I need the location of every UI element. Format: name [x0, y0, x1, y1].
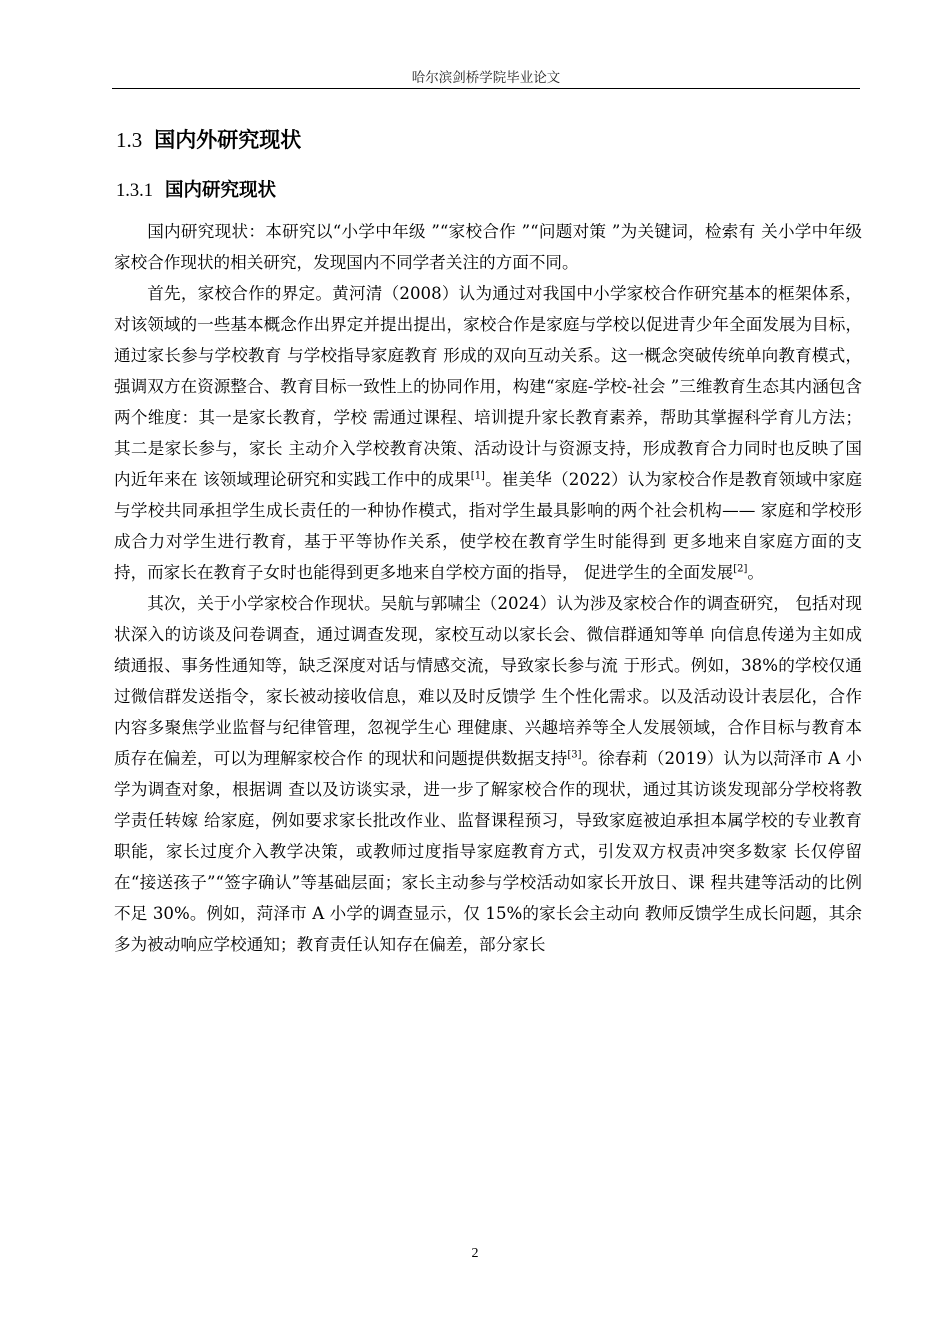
section-heading: [116, 124, 301, 154]
page-number: 2: [471, 1246, 479, 1261]
paragraph-text: 其次，关于小学家校合作现状。吴航与郭啸尘（2024）认为涉及家校合作的调查研究， 包括对现状深入的访谈及问卷调查，通过调查发现，家校互动以家长会、微信群通知等单 向信息传递为主如成绩通报、事务性通知等，缺乏深度对话与情感交流，导致家长参与流 于形式。例如，38%的学校仅通过微信群发送指令，家长被动接收信息，难以及时反馈学 生个性化需求。以及活动设计表层化，合作内容多聚焦学业监督与纪律管理，忽视学生心 理健康、兴趣培养等全人发展领域，合作目标与教育本质存在偏差，可以为理解家校合作 的现状和问题提供数据支持: [114, 594, 862, 768]
citation-ref: [2]: [733, 563, 748, 575]
paragraph-intro: [114, 216, 862, 278]
paragraph-text: 。徐春莉（2019）认为以菏泽市 A 小学为调查对象，根据调 查以及访谈实录，进一步了解家校合作的现状，通过其访谈发现部分学校将教学责任转嫁 给家庭，例如要求家长批改作业、监督课程预习，导致家庭被迫承担本属学校的专业教育 职能，家长过度介入教学决策，或教师过度指导家庭教育方式，引发双方权责冲突多数家 长仅停留在“接送孩子”“签字确认”等基础层面；家长主动参与学校活动如家长开放日、课 程共建等活动的比例不足 30%。例如，菏泽市 A 小学的调查显示，仅 15%的家长会主动向 教师反馈学生成长问题，其余多为被动响应学校通知；教育责任认知存在偏差，部分家长: [114, 749, 862, 954]
running-header: 哈尔滨剑桥学院毕业论文: [411, 70, 561, 86]
subsection-title: 国内研究现状: [165, 180, 277, 201]
header-rule: [112, 88, 860, 89]
citation-ref: [3]: [567, 749, 582, 761]
paragraph-status: [114, 588, 862, 960]
subsection-heading: [116, 176, 276, 202]
paragraph-text: 。崔美华（2022）认为家校合作是教育领域中家庭 与学校共同承担学生成长责任的一种协作模式，指对学生最具影响的两个社会机构—— 家庭和学校形成合力对学生进行教育，基于平等协作关系，使学校在教育学生时能得到 更多地来自家庭方面的支持，而家长在教育子女时也能得到更多地来自学校方面的指导， 促进学生的全面发展: [114, 470, 862, 582]
citation-ref: [1]: [470, 470, 485, 482]
body-text: [114, 216, 862, 960]
paragraph-text: 首先，家校合作的界定。黄河清（2008）认为通过对我国中小学家校合作研究基本的框架体系，对该领域的一些基本概念作出界定并提出提出，家校合作是家庭与学校以促进青少年全面发展为目标，通过家长参与学校教育 与学校指导家庭教育 形成的双向互动关系。这一概念突破传统单向教育模式，强调双方在资源整合、教育目标一致性上的协同作用，构建“家庭-学校-社会 ”三维教育生态其内涵包含两个维度：其一是家长教育，学校 需通过课程、培训提升家长教育素养，帮助其掌握科学育儿方法；其二是家长参与，家长 主动介入学校教育决策、活动设计与资源支持，形成教育合力同时也反映了国内近年来在 该领域理论研究和实践工作中的成果: [114, 284, 862, 489]
section-number: 1.3: [116, 128, 143, 152]
subsection-number: 1.3.1: [116, 181, 153, 201]
paragraph-definition: [114, 278, 862, 588]
paragraph-text: 。: [747, 563, 765, 582]
paragraph-text: 国内研究现状：本研究以“小学中年级 ”“家校合作 ”“问题对策 ”为关键词，检索有 关小学中年级家校合作现状的相关研究，发现国内不同学者关注的方面不同。: [114, 222, 862, 272]
section-title: 国内外研究现状: [154, 128, 302, 152]
